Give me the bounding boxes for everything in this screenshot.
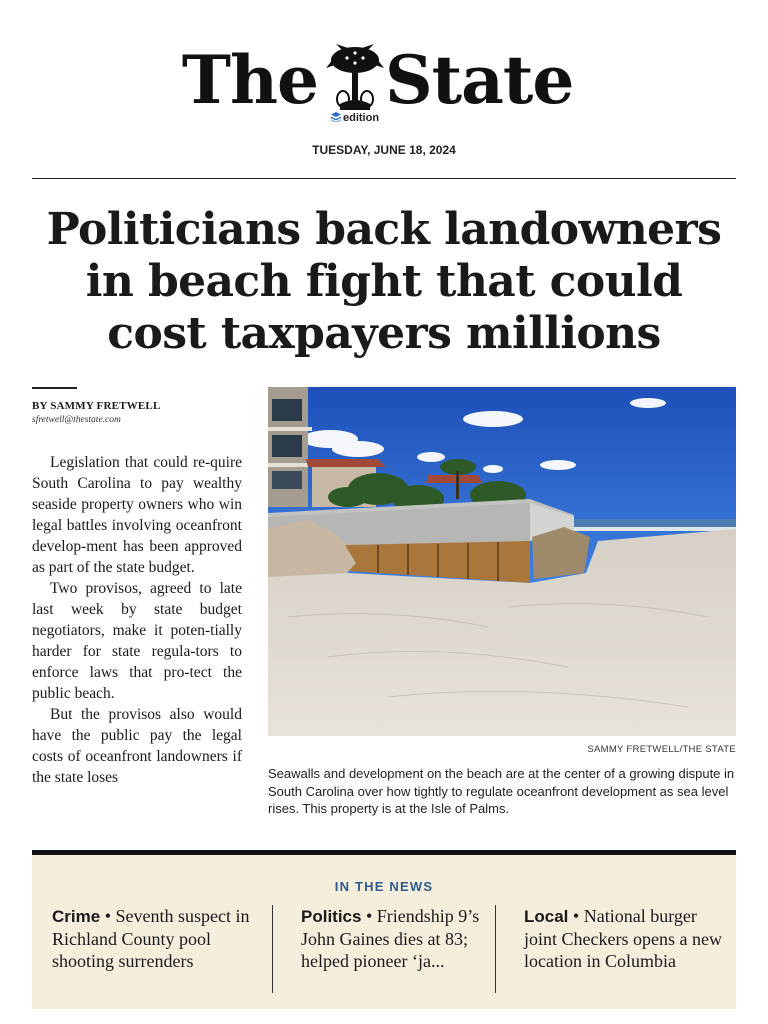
news-separator: • [361, 906, 377, 926]
news-text: Friendship 9’s John Gaines dies at 83; helped pioneer ‘ja... [301, 906, 480, 971]
byline: BY SAMMY FRETWELL [32, 400, 161, 412]
news-text: Seventh suspect in Richland County pool shooting surrenders [52, 906, 250, 971]
in-the-news-title: IN THE NEWS [334, 879, 434, 894]
masthead-name-right: State [385, 41, 574, 119]
dateline: TUESDAY, JUNE 18, 2024 [312, 143, 456, 157]
news-category: Crime [52, 907, 101, 926]
news-text: National burger joint Checkers opens a new location in Columbia [524, 906, 722, 971]
beach-seawall-photo [268, 387, 736, 736]
article-paragraph: Two provisos, agreed to late last week by state budget negotiators, make it poten-tially harder for state regula-tors to enforce laws that pro-tect the public beach. [32, 580, 242, 702]
article-body [32, 452, 242, 788]
edition-label [331, 112, 379, 124]
article-photo[interactable] [268, 387, 736, 736]
palmetto-tree-icon [326, 44, 384, 114]
headline[interactable]: Politicians back landowners in beach fight that could cost taxpayers millions [46, 204, 722, 359]
photo-caption: Seawalls and development on the beach are at the center of a growing dispute in South Carolina over how tightly to regulate oceanfront development as sea level rises. This property is at the Isle of Palms. [268, 766, 735, 816]
top-divider [32, 178, 736, 179]
masthead-name-left: The [181, 41, 318, 119]
news-divider [495, 905, 496, 993]
news-item-politics[interactable] [301, 905, 481, 972]
author-email[interactable]: sfretwell@thestate.com [32, 415, 121, 425]
edition-text: edition [343, 112, 380, 124]
news-category: Politics [301, 907, 362, 926]
in-the-news-box [32, 850, 736, 1009]
masthead[interactable] [0, 40, 768, 130]
byline-divider [32, 387, 77, 389]
news-category: Local [524, 907, 569, 926]
news-item-crime[interactable] [52, 905, 257, 972]
news-separator: • [568, 906, 584, 926]
news-separator: • [100, 906, 116, 926]
edition-logo-icon [331, 112, 341, 122]
article-paragraph: Legislation that could re-quire South Carolina to pay wealthy seaside property owners who win legal battles involving oceanfront develop-ment has been approved as part of the state budget. [32, 454, 242, 576]
news-item-local[interactable] [524, 905, 724, 972]
news-divider [272, 905, 273, 993]
photo-credit: SAMMY FRETWELL/THE STATE [587, 744, 736, 755]
article-paragraph: But the provisos also would have the public pay the legal costs of oceanfront landowners if the state loses [32, 706, 242, 786]
